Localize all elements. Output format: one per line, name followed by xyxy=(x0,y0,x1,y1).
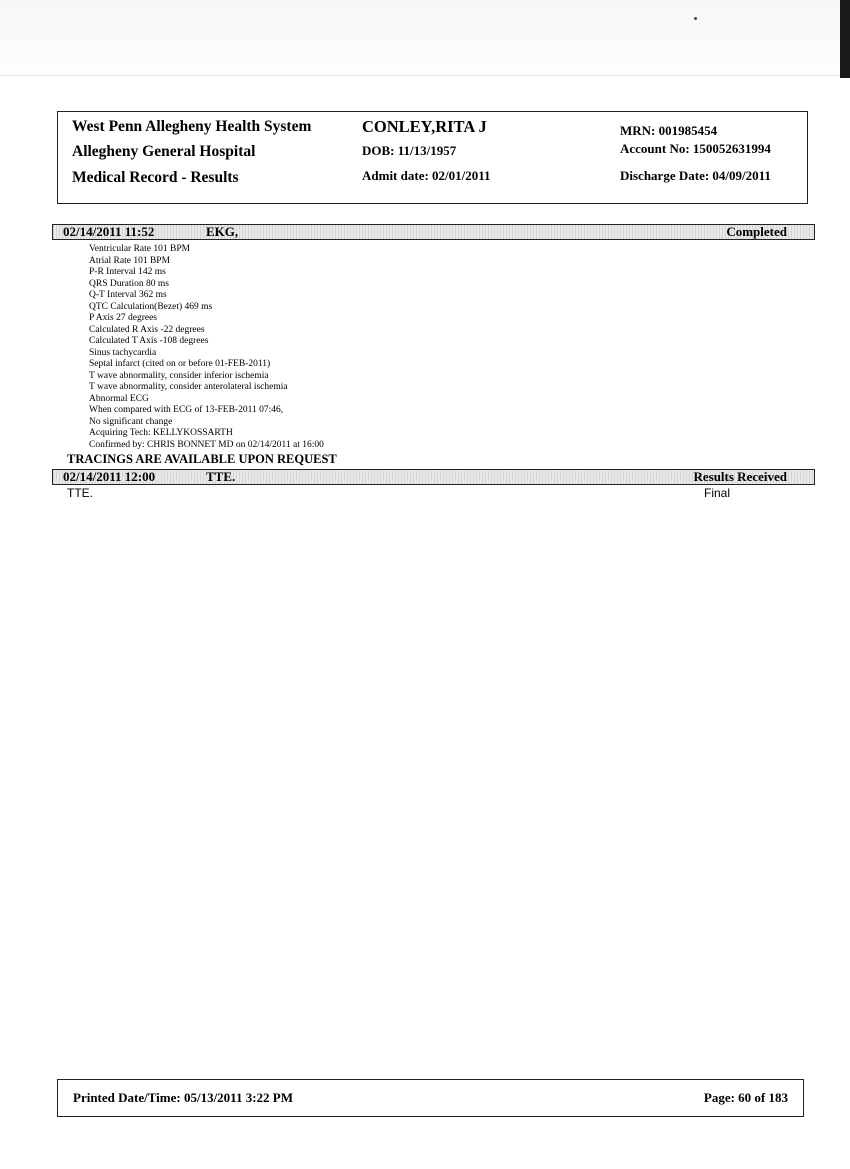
finding-line: When compared with ECG of 13-FEB-2011 07:46, xyxy=(89,405,284,415)
result-test-name: EKG, xyxy=(206,224,239,239)
result-test-name: TTE. xyxy=(206,469,236,484)
finding-line: P Axis 27 degrees xyxy=(89,313,157,323)
finding-line: QRS Duration 80 ms xyxy=(89,278,169,289)
finding-line: Sinus tachycardia xyxy=(89,347,157,358)
finding-line: Calculated T Axis -108 degrees xyxy=(89,336,209,346)
patient-dob: DOB: 11/13/1957 xyxy=(362,143,457,158)
finding-line: QTC Calculation(Bezet) 469 ms xyxy=(89,301,213,312)
finding-line: Ventricular Rate 101 BPM xyxy=(89,244,191,254)
tte-result-text: TTE. xyxy=(67,486,93,500)
scan-edge-mark xyxy=(840,0,850,78)
finding-line: Calculated R Axis -22 degrees xyxy=(89,324,205,335)
scan-speck xyxy=(694,17,697,20)
finding-line: Abnormal ECG xyxy=(89,393,149,404)
record-header xyxy=(57,111,808,204)
result-datetime: 02/14/2011 12:00 xyxy=(63,469,156,484)
result-header-ekg xyxy=(52,224,815,240)
mrn: MRN: 001985454 xyxy=(620,123,718,138)
finding-line: Septal infarct (cited on or before 01-FEB-2011) xyxy=(89,359,271,369)
printed-datetime: Printed Date/Time: 05/13/2011 3:22 PM xyxy=(73,1090,294,1105)
document-title: Medical Record - Results xyxy=(72,169,239,186)
finding-line: No significant change xyxy=(89,416,173,427)
finding-line: T wave abnormality, consider anterolateral ischemia xyxy=(89,382,288,392)
tracings-note: TRACINGS ARE AVAILABLE UPON REQUEST xyxy=(67,452,337,466)
admit-date: Admit date: 02/01/2011 xyxy=(362,168,491,183)
finding-line: T wave abnormality, consider inferior ischemia xyxy=(89,370,269,381)
patient-name: CONLEY,RITA J xyxy=(362,117,487,136)
result-status: Results Received xyxy=(693,469,787,484)
scan-margin xyxy=(0,0,850,76)
discharge-date: Discharge Date: 04/09/2011 xyxy=(620,168,771,183)
hospital-name: Allegheny General Hospital xyxy=(72,143,256,160)
finding-line: Atrial Rate 101 BPM xyxy=(89,255,171,266)
finding-line: Q-T Interval 362 ms xyxy=(89,290,167,300)
account-number: Account No: 150052631994 xyxy=(620,141,771,156)
health-system-name: West Penn Allegheny Health System xyxy=(72,118,312,135)
tte-result-status: Final xyxy=(704,486,731,500)
finding-line: Confirmed by: CHRIS BONNET MD on 02/14/2011 at 16:00 xyxy=(89,439,324,450)
page-number: Page: 60 of 183 xyxy=(703,1090,788,1105)
result-header-tte xyxy=(52,469,815,485)
result-datetime: 02/14/2011 11:52 xyxy=(63,224,155,239)
result-status: Completed xyxy=(726,224,787,239)
page-footer xyxy=(57,1079,804,1117)
ekg-findings xyxy=(89,244,324,451)
finding-line: Acquiring Tech: KELLYKOSSARTH xyxy=(89,428,233,438)
finding-line: P-R Interval 142 ms xyxy=(89,267,166,277)
